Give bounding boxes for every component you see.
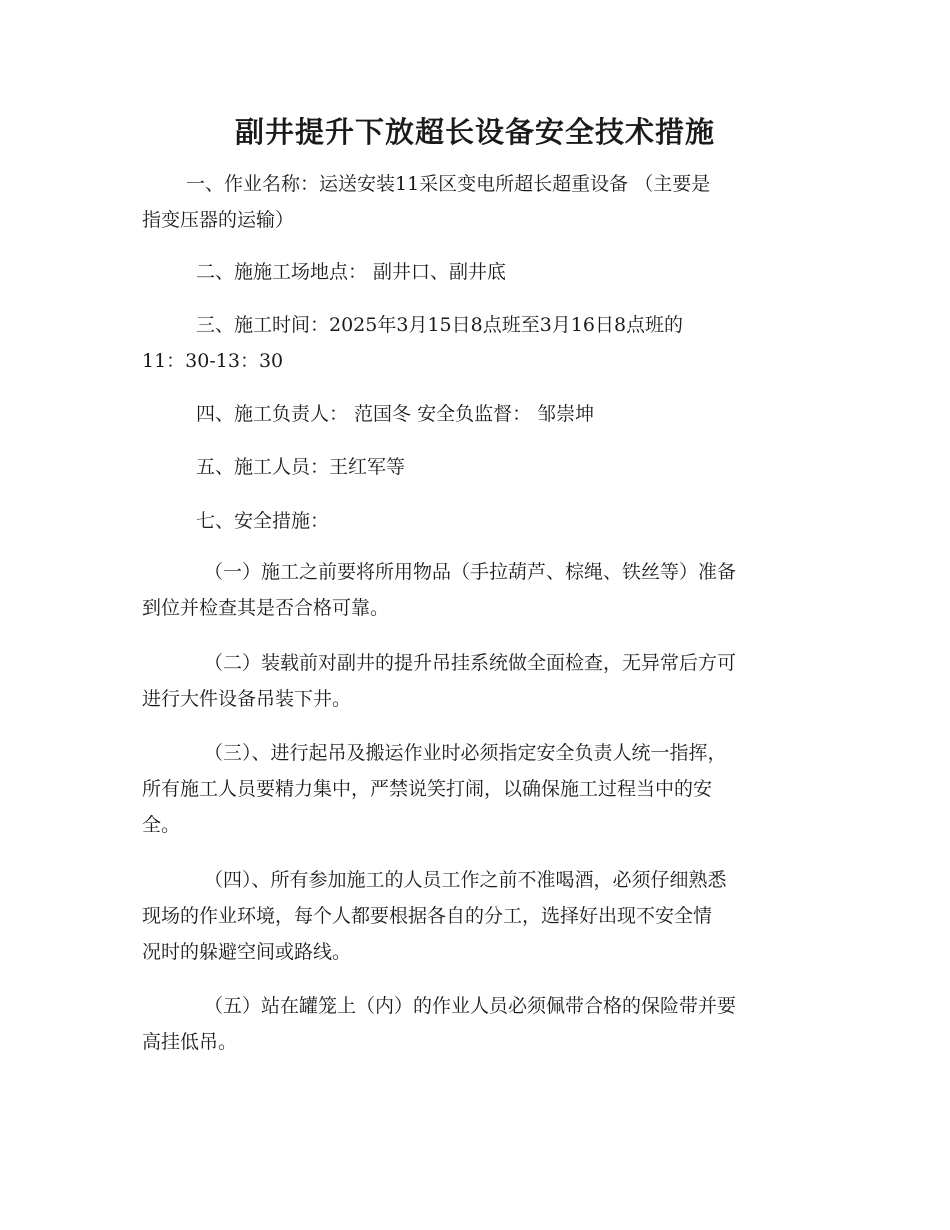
section-measure-2 — [142, 645, 812, 717]
document-title: 副井提升下放超长设备安全技术措施 — [234, 115, 715, 149]
section-safety-heading — [142, 503, 812, 539]
paragraph-line: （二）装载前对副井的提升吊挂系统做全面检查，无异常后方可 — [204, 652, 737, 674]
paragraph-line: （一）施工之前要将所用物品（手拉葫芦、棕绳、铁丝等）准备 — [204, 561, 737, 583]
paragraph-line: 到位并检查其是否合格可靠。 — [142, 597, 390, 619]
paragraph-line: （四）、所有参加施工的人员工作之前不准喝酒，必须仔细熟悉 — [204, 869, 727, 891]
paragraph-line: 四、施工负责人： 范国冬 安全负监督： 邹崇坤 — [196, 403, 595, 425]
section-site — [142, 254, 812, 290]
paragraph-line: 七、安全措施： — [196, 510, 330, 532]
section-job-name — [142, 166, 812, 238]
paragraph-line: 所有施工人员要精力集中，严禁说笑打闹，以确保施工过程当中的安 — [142, 778, 713, 800]
paragraph-line: 五、施工人员：王红军等 — [196, 456, 406, 478]
section-measure-5 — [142, 988, 812, 1060]
section-leader — [142, 396, 812, 432]
paragraph-line: 进行大件设备吊装下井。 — [142, 688, 352, 710]
section-time — [142, 307, 812, 379]
paragraph-line: 11：30-13：30 — [142, 350, 284, 372]
paragraph-line: 二、施施工场地点： 副井口、副井底 — [196, 261, 507, 283]
paragraph-line: 三、施工时间：2025年3月15日8点班至3月16日8点班的 — [196, 314, 684, 336]
section-measure-1 — [142, 554, 812, 626]
section-measure-4 — [142, 862, 812, 970]
paragraph-line: 一、作业名称：运送安装11采区变电所超长超重设备 （主要是 — [186, 173, 711, 195]
section-measure-3 — [142, 735, 812, 843]
paragraph-line: （三）、进行起吊及搬运作业时必须指定安全负责人统一指挥， — [204, 742, 727, 764]
paragraph-line: 指变压器的运输） — [142, 209, 295, 231]
paragraph-line: 高挂低吊。 — [142, 1031, 238, 1053]
paragraph-line: 现场的作业环境，每个人都要根据各自的分工，选择好出现不安全情 — [142, 905, 713, 927]
paragraph-line: （五）站在罐笼上（内）的作业人员必须佩带合格的保险带并要 — [204, 995, 737, 1017]
paragraph-line: 况时的躲避空间或路线。 — [142, 941, 352, 963]
paragraph-line: 全。 — [142, 814, 181, 836]
section-personnel — [142, 449, 812, 485]
